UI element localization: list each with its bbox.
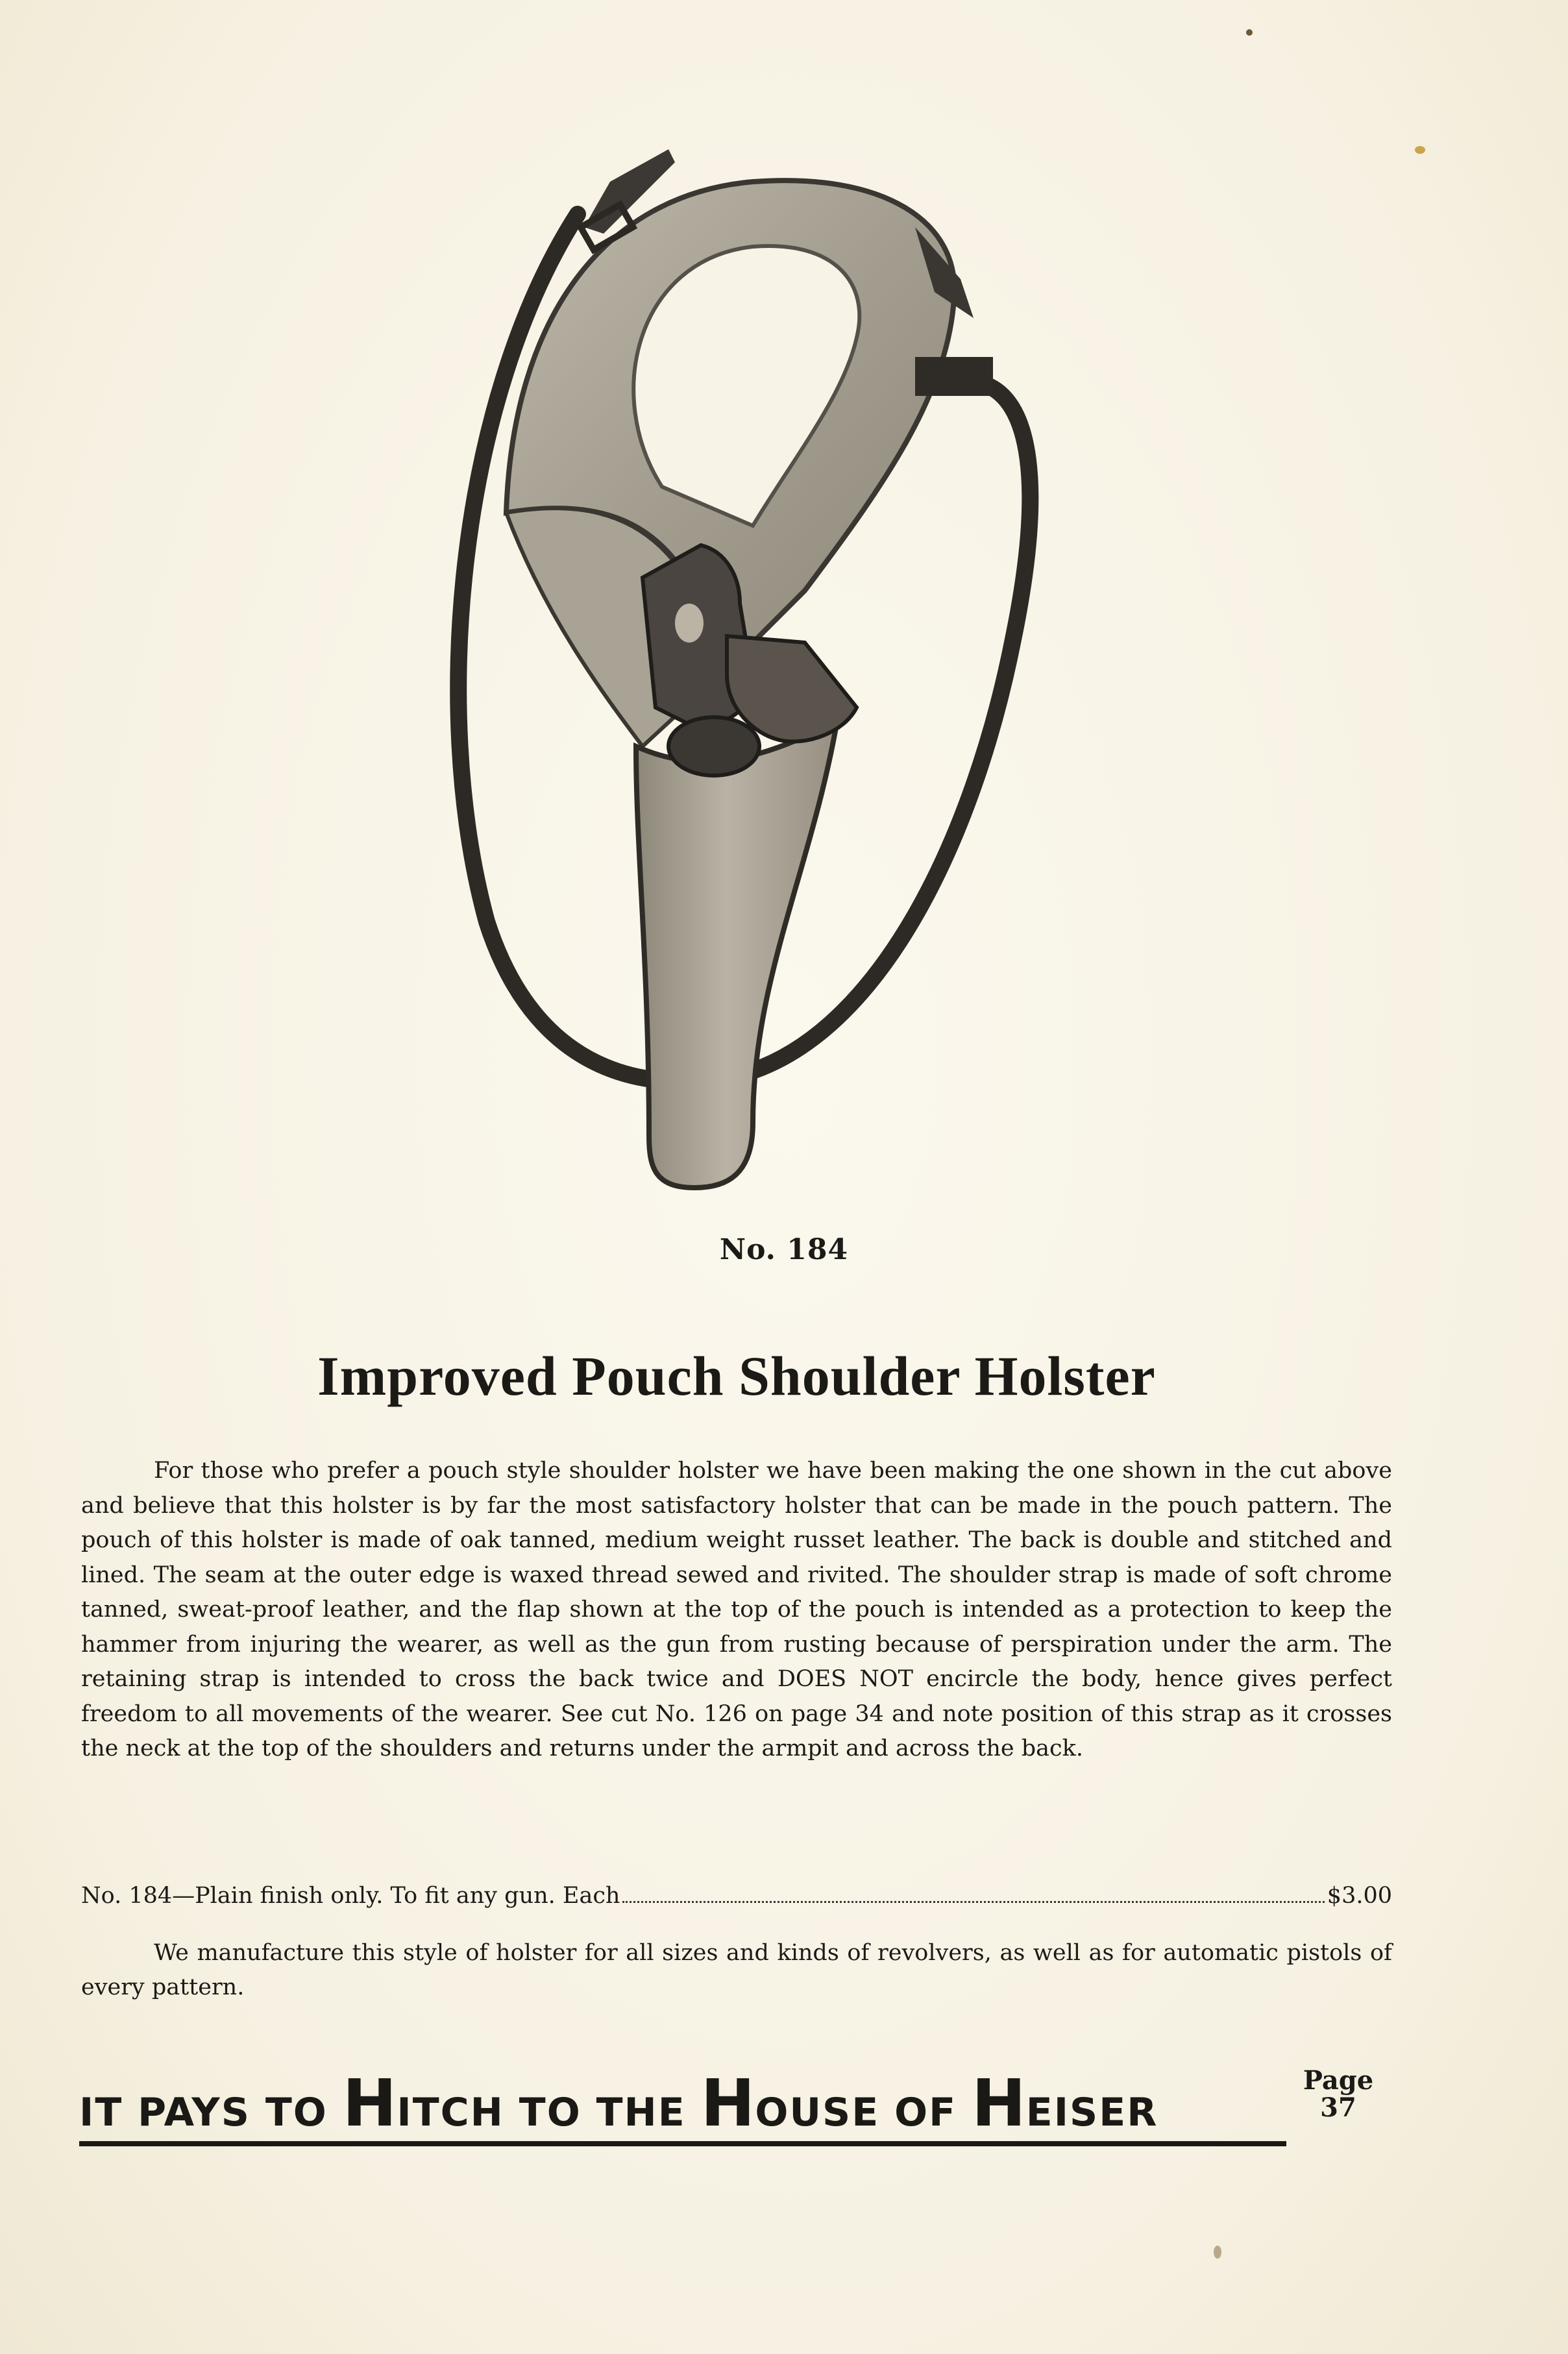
shoulder-holster-illustration (389, 123, 1136, 1227)
page-title: Improved Pouch Shoulder Holster (317, 1345, 1156, 1407)
slogan-part: H (342, 2065, 397, 2141)
price-value: $3.00 (1327, 1883, 1392, 1909)
manufacture-note: We manufacture this style of holster for all sizes and kinds of revolvers, as well as for automatic pistols of every pattern. (81, 1940, 1392, 2000)
slogan-part: EISER (1025, 2090, 1158, 2135)
paper-speck (1214, 2246, 1221, 2259)
slogan-part: H (700, 2065, 755, 2141)
paper-speck (1246, 29, 1253, 36)
product-description: For those who prefer a pouch style shoulder holster we have been making the one shown in the cut above and believe that this holster is by far the most satisfactory holster that can be made in the pouch pattern. The pouch of this holster is made of oak tanned, medium weight russet leather. The back is double and stitched and lined. The seam at the outer edge is waxed thread sewed and rivited. The shoulder strap is made of soft chrome tanned, sweat-proof leather, and the flap shown at the top of the pouch is intended as a protection to keep the hammer from injuring the wearer, as well as the gun from rusting because of perspiration under the arm. The retaining strap is intended to cross the back twice and DOES NOT encircle the body, hence gives perfect freedom to all movements of the wearer. See cut No. 126 on page 34 and note position of this strap as it crosses the neck at the top of the shoulders and returns under the armpit and across the back. (81, 1458, 1392, 1761)
holster-photo (389, 123, 1136, 1227)
revolver-cylinder (668, 717, 759, 776)
slogan-part: H (972, 2065, 1026, 2141)
slogan-underline (79, 2141, 1286, 2146)
price-label: No. 184—Plain finish only. To fit any gun. Each (81, 1883, 620, 1909)
slogan-part: IT PAYS TO (79, 2090, 343, 2135)
slogan-part: OUSE OF (755, 2090, 972, 2135)
page-label: Page (1303, 2065, 1374, 2096)
figure-caption: No. 184 (719, 1233, 849, 1266)
pouch (636, 720, 837, 1188)
page-number: 37 (1320, 2092, 1356, 2123)
footer-slogan (79, 2061, 1377, 2152)
paper-speck (1415, 146, 1425, 154)
slogan-part: ITCH TO THE (397, 2090, 701, 2135)
page-number-block (1286, 2067, 1390, 2122)
dot-leader (622, 1901, 1324, 1903)
price-entry (81, 1879, 1392, 1913)
